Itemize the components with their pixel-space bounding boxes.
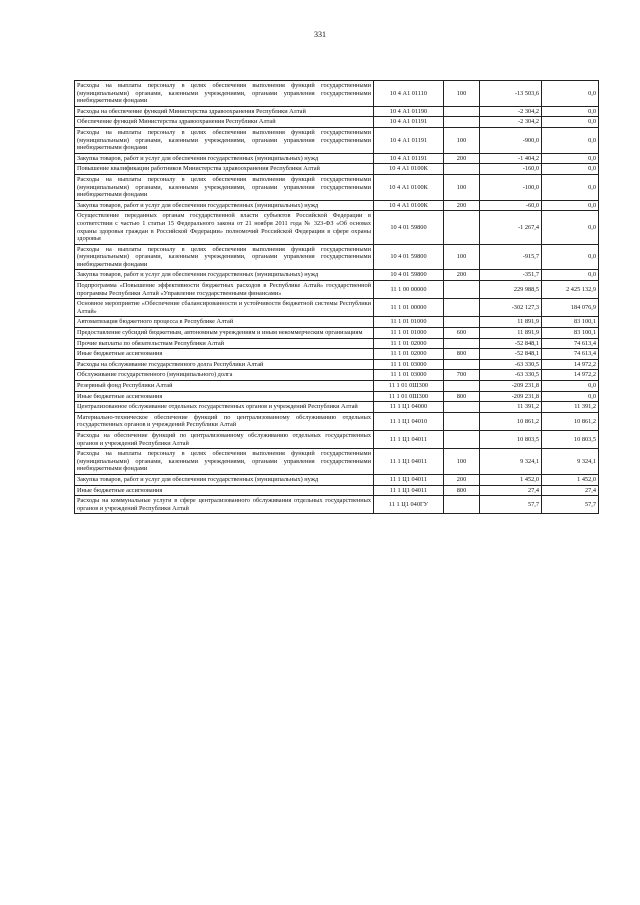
table-row xyxy=(75,281,599,299)
table-row xyxy=(75,164,599,175)
row-expense-type: 100 xyxy=(444,174,480,200)
row-name: Обеспечение функций Министерства здравоохранения Республики Алтай xyxy=(75,117,374,128)
row-code: 11 1 01 0Ш300 xyxy=(374,381,444,392)
row-amount-2: 1 452,0 xyxy=(542,474,599,485)
row-code: 11 1 01 01000 xyxy=(374,317,444,328)
row-code: 10 4 01 59800 xyxy=(374,270,444,281)
row-expense-type xyxy=(444,106,480,117)
row-amount-2: 74 613,4 xyxy=(542,338,599,349)
row-code: 11 1 01 03000 xyxy=(374,359,444,370)
row-amount-1: -63 330,5 xyxy=(480,370,542,381)
row-expense-type: 800 xyxy=(444,391,480,402)
table-row xyxy=(75,381,599,392)
row-amount-2: 10 803,5 xyxy=(542,430,599,448)
row-code: 11 1 Ц1 04011 xyxy=(374,430,444,448)
table-row xyxy=(75,412,599,430)
row-amount-2: 0,0 xyxy=(542,174,599,200)
row-amount-2: 0,0 xyxy=(542,117,599,128)
table-row xyxy=(75,496,599,514)
row-amount-1: 10 861,2 xyxy=(480,412,542,430)
row-code: 11 1 Ц1 04011 xyxy=(374,449,444,475)
table-row xyxy=(75,402,599,413)
row-amount-2: 83 100,1 xyxy=(542,317,599,328)
row-amount-2: 0,0 xyxy=(542,381,599,392)
row-code: 10 4 01 59800 xyxy=(374,211,444,244)
row-amount-2: 57,7 xyxy=(542,496,599,514)
row-amount-1: -60,0 xyxy=(480,200,542,211)
row-amount-2: 0,0 xyxy=(542,244,599,270)
row-amount-1: 11 891,9 xyxy=(480,328,542,339)
row-amount-1: -63 330,5 xyxy=(480,359,542,370)
row-amount-2: 9 324,1 xyxy=(542,449,599,475)
row-expense-type: 100 xyxy=(444,127,480,153)
row-amount-1: -100,0 xyxy=(480,174,542,200)
row-name: Расходы на выплаты персоналу в целях обеспечения выполнения функций государственными (муниципальными) органами, казенными учреждениями, органами управления государственными внебюджетными фондами xyxy=(75,449,374,475)
table-row xyxy=(75,299,599,317)
row-amount-1: 229 988,5 xyxy=(480,281,542,299)
row-code: 11 1 01 01000 xyxy=(374,328,444,339)
row-amount-2: 10 861,2 xyxy=(542,412,599,430)
table-row xyxy=(75,244,599,270)
row-name: Закупка товаров, работ и услуг для обеспечения государственных (муниципальных) нужд xyxy=(75,270,374,281)
row-amount-1: 10 803,5 xyxy=(480,430,542,448)
row-amount-2: 14 972,2 xyxy=(542,359,599,370)
row-expense-type xyxy=(444,338,480,349)
row-expense-type: 800 xyxy=(444,485,480,496)
row-expense-type xyxy=(444,317,480,328)
row-amount-1: -915,7 xyxy=(480,244,542,270)
row-name: Иные бюджетные ассигнования xyxy=(75,485,374,496)
row-amount-2: 0,0 xyxy=(542,270,599,281)
row-name: Закупка товаров, работ и услуг для обеспечения государственных (муниципальных) нужд xyxy=(75,200,374,211)
table-row xyxy=(75,200,599,211)
table-row xyxy=(75,349,599,360)
table-row xyxy=(75,270,599,281)
row-name: Обслуживание государственного (муниципального) долга xyxy=(75,370,374,381)
row-name: Расходы на обеспечение функций по централизованному обслуживанию отдельных государственных органов и учреждений Республики Алтай xyxy=(75,430,374,448)
table-row xyxy=(75,449,599,475)
table-row xyxy=(75,328,599,339)
table-row xyxy=(75,153,599,164)
row-name: Расходы на обслуживание государственного долга Республики Алтай xyxy=(75,359,374,370)
row-expense-type: 200 xyxy=(444,474,480,485)
row-expense-type: 700 xyxy=(444,370,480,381)
row-expense-type: 100 xyxy=(444,244,480,270)
table-row xyxy=(75,81,599,107)
table-row xyxy=(75,485,599,496)
row-name: Предоставление субсидий бюджетным, автономным учреждениям и иным некоммерческим организациям xyxy=(75,328,374,339)
table-row xyxy=(75,391,599,402)
row-code: 10 4 А1 01190 xyxy=(374,106,444,117)
row-amount-1: -2 304,2 xyxy=(480,117,542,128)
row-amount-1: -1 404,2 xyxy=(480,153,542,164)
row-expense-type: 100 xyxy=(444,81,480,107)
row-name: Автоматизация бюджетного процесса в Республике Алтай xyxy=(75,317,374,328)
row-expense-type xyxy=(444,211,480,244)
row-amount-1: -160,0 xyxy=(480,164,542,175)
row-code: 10 4 01 59800 xyxy=(374,244,444,270)
table-row xyxy=(75,430,599,448)
row-amount-2: 0,0 xyxy=(542,106,599,117)
row-code: 10 4 А1 0100К xyxy=(374,200,444,211)
row-expense-type: 200 xyxy=(444,270,480,281)
row-code: 11 1 Ц1 04010 xyxy=(374,412,444,430)
row-expense-type: 800 xyxy=(444,349,480,360)
row-code: 11 1 Ц1 04011 xyxy=(374,474,444,485)
row-expense-type xyxy=(444,359,480,370)
table-row xyxy=(75,338,599,349)
row-code: 11 1 01 02000 xyxy=(374,349,444,360)
row-amount-1: -302 127,3 xyxy=(480,299,542,317)
row-amount-1: -209 231,8 xyxy=(480,391,542,402)
row-amount-2: 0,0 xyxy=(542,211,599,244)
row-amount-2: 0,0 xyxy=(542,391,599,402)
row-name: Резервный фонд Республики Алтай xyxy=(75,381,374,392)
row-code: 11 1 Ц1 040ГУ xyxy=(374,496,444,514)
row-code: 10 4 А1 01191 xyxy=(374,117,444,128)
row-code: 10 4 А1 01191 xyxy=(374,127,444,153)
row-name: Расходы на выплаты персоналу в целях обеспечения выполнения функций государственными (муниципальными) органами, казенными учреждениями, органами управления государственными внебюджетными фондами xyxy=(75,127,374,153)
row-amount-2: 11 391,2 xyxy=(542,402,599,413)
table-row xyxy=(75,117,599,128)
row-code: 11 1 01 0Ш300 xyxy=(374,391,444,402)
row-amount-1: -351,7 xyxy=(480,270,542,281)
table-row xyxy=(75,211,599,244)
row-amount-2: 0,0 xyxy=(542,153,599,164)
row-name: Основное мероприятие «Обеспечение сбалансированности и устойчивости бюджетной системы Республики Алтай» xyxy=(75,299,374,317)
row-expense-type: 200 xyxy=(444,200,480,211)
table-row xyxy=(75,127,599,153)
row-amount-2: 27,4 xyxy=(542,485,599,496)
row-code: 11 1 01 03000 xyxy=(374,370,444,381)
row-name: Повышение квалификации работников Министерства здравоохранения Республики Алтай xyxy=(75,164,374,175)
row-name: Прочие выплаты по обязательствам Республики Алтай xyxy=(75,338,374,349)
table-row xyxy=(75,370,599,381)
table-row xyxy=(75,359,599,370)
row-expense-type xyxy=(444,281,480,299)
table-row xyxy=(75,106,599,117)
row-name: Иные бюджетные ассигнования xyxy=(75,349,374,360)
row-expense-type xyxy=(444,299,480,317)
row-amount-1: -2 304,2 xyxy=(480,106,542,117)
row-amount-1: 1 452,0 xyxy=(480,474,542,485)
row-name: Материально-техническое обеспечение функций по централизованному обслуживанию отдельных государственных органов и учреждений Республики Алтай xyxy=(75,412,374,430)
row-name: Расходы на выплаты персоналу в целях обеспечения выполнения функций государственными (муниципальными) органами, казенными учреждениями, органами управления государственными внебюджетными фондами xyxy=(75,244,374,270)
row-amount-1: -900,0 xyxy=(480,127,542,153)
table-row xyxy=(75,474,599,485)
row-expense-type xyxy=(444,402,480,413)
row-code: 11 1 01 02000 xyxy=(374,338,444,349)
row-amount-1: -52 848,1 xyxy=(480,349,542,360)
row-expense-type xyxy=(444,496,480,514)
row-amount-1: -13 503,6 xyxy=(480,81,542,107)
row-amount-2: 0,0 xyxy=(542,164,599,175)
row-amount-1: -209 231,8 xyxy=(480,381,542,392)
row-code: 10 4 А1 01110 xyxy=(374,81,444,107)
row-name: Расходы на обеспечение функций Министерства здравоохранения Республики Алтай xyxy=(75,106,374,117)
row-amount-2: 2 425 132,9 xyxy=(542,281,599,299)
row-code: 10 4 А1 01191 xyxy=(374,153,444,164)
row-amount-2: 14 972,2 xyxy=(542,370,599,381)
row-amount-1: 11 891,9 xyxy=(480,317,542,328)
row-code: 11 1 Ц1 04011 xyxy=(374,485,444,496)
row-name: Расходы на коммунальные услуги в сфере централизованного обслуживания отдельных государственных органов и учреждений Республики Алтай xyxy=(75,496,374,514)
table-row xyxy=(75,317,599,328)
row-amount-2: 0,0 xyxy=(542,127,599,153)
row-amount-2: 0,0 xyxy=(542,200,599,211)
row-expense-type xyxy=(444,381,480,392)
page-number: 331 xyxy=(314,30,326,39)
row-amount-1: -1 267,4 xyxy=(480,211,542,244)
row-name: Расходы на выплаты персоналу в целях обеспечения выполнения функций государственными (муниципальными) органами, казенными учреждениями, органами управления государственными внебюджетными фондами xyxy=(75,81,374,107)
row-expense-type xyxy=(444,164,480,175)
row-code: 11 1 01 00000 xyxy=(374,299,444,317)
row-amount-1: 11 391,2 xyxy=(480,402,542,413)
row-name: Иные бюджетные ассигнования xyxy=(75,391,374,402)
row-amount-1: 27,4 xyxy=(480,485,542,496)
row-name: Осуществление переданных органам государственной власти субъектов Российской Федерации в соответствии с частью 1 статьи 15 Федерального закона от 21 ноября 2011 года № 323-ФЗ «Об основах охраны здоровья граждан в Российской Федерации» полномочий Российской Федерации в сфере охраны здоровья xyxy=(75,211,374,244)
row-expense-type: 600 xyxy=(444,328,480,339)
row-amount-2: 0,0 xyxy=(542,81,599,107)
row-code: 11 1 00 00000 xyxy=(374,281,444,299)
row-amount-1: 9 324,1 xyxy=(480,449,542,475)
row-code: 10 4 А1 0100К xyxy=(374,174,444,200)
row-expense-type xyxy=(444,430,480,448)
row-expense-type: 200 xyxy=(444,153,480,164)
row-name: Централизованное обслуживание отдельных государственных органов и учреждений Республики Алтай xyxy=(75,402,374,413)
row-amount-2: 74 613,4 xyxy=(542,349,599,360)
row-expense-type xyxy=(444,117,480,128)
row-name: Подпрограмма «Повышение эффективности бюджетных расходов в Республике Алтай» государственной программы Республики Алтай «Управление государственными финансами» xyxy=(75,281,374,299)
row-code: 10 4 А1 0100К xyxy=(374,164,444,175)
row-amount-1: 57,7 xyxy=(480,496,542,514)
row-amount-2: 184 076,9 xyxy=(542,299,599,317)
row-amount-2: 83 100,1 xyxy=(542,328,599,339)
row-name: Расходы на выплаты персоналу в целях обеспечения выполнения функций государственными (муниципальными) органами, казенными учреждениями, органами управления государственными внебюджетными фондами xyxy=(75,174,374,200)
row-name: Закупка товаров, работ и услуг для обеспечения государственных (муниципальных) нужд xyxy=(75,153,374,164)
row-name: Закупка товаров, работ и услуг для обеспечения государственных (муниципальных) нужд xyxy=(75,474,374,485)
row-expense-type xyxy=(444,412,480,430)
row-code: 11 1 Ц1 04000 xyxy=(374,402,444,413)
table-body xyxy=(75,81,599,514)
budget-table xyxy=(74,80,599,514)
row-expense-type: 100 xyxy=(444,449,480,475)
table-row xyxy=(75,174,599,200)
row-amount-1: -52 848,1 xyxy=(480,338,542,349)
